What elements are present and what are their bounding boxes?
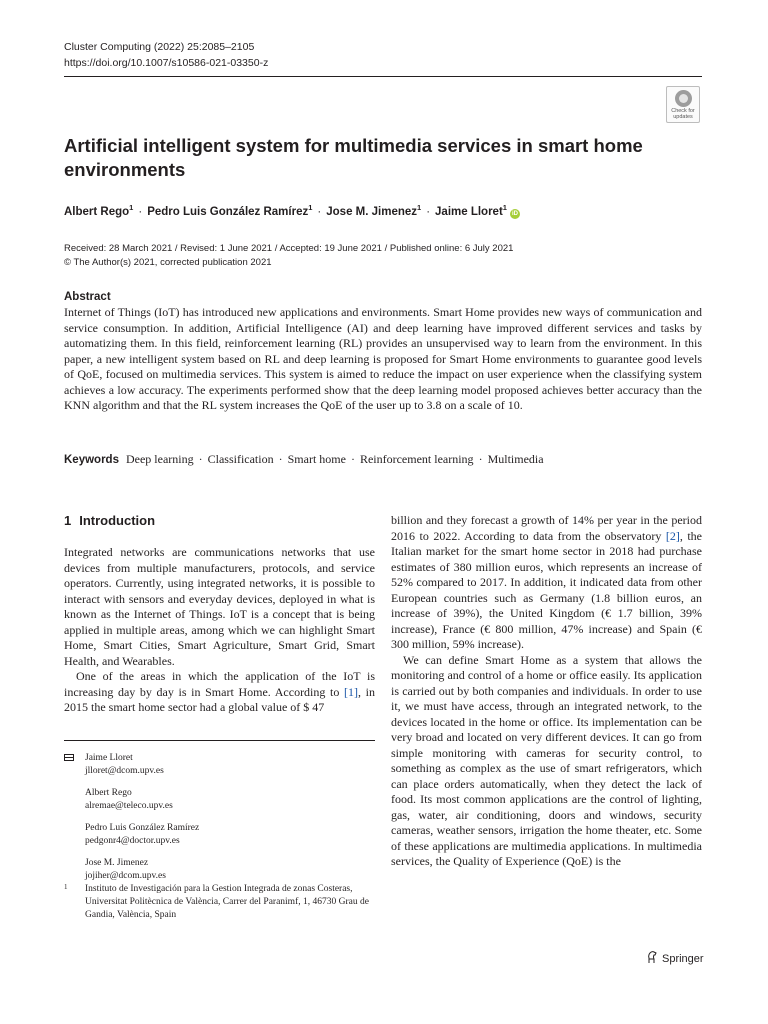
publication-dates [64, 242, 513, 269]
correspondence-block [64, 752, 199, 892]
article-title: Artificial intelligent system for multimedia services in smart home environments [64, 135, 643, 180]
paragraph-text: , in 2015 the smart home sector had a global value of $ 47 [64, 684, 375, 714]
keyword: Reinforcement learning [359, 452, 474, 466]
contact-entry [64, 822, 199, 847]
author-list [64, 203, 520, 219]
publisher-logo [646, 951, 704, 965]
envelope-icon [64, 754, 74, 761]
contact-email[interactable]: jlloret@dcom.upv.es [85, 765, 164, 776]
author-affiliation-mark: 1 [417, 203, 422, 212]
intro-paragraph-3 [391, 513, 702, 653]
author-name[interactable]: Pedro Luis González Ramírez [147, 205, 309, 218]
footnote-divider [64, 740, 375, 741]
section-number: 1 [64, 513, 72, 528]
badge-line-1: Check for [671, 108, 695, 114]
contact-entry [64, 752, 199, 777]
contact-name: Jaime Lloret [85, 753, 133, 763]
contact-name: Jose M. Jimenez [85, 858, 149, 868]
section-heading [64, 513, 155, 528]
contact-entry [64, 787, 199, 812]
contact-name: Pedro Luis González Ramírez [85, 823, 200, 833]
author-separator: · [317, 205, 322, 218]
intro-paragraph-4: We can define Smart Home as a system that allows the monitoring and control of a home or office easily. Its application is carried out by both companies and individuals. In order to use it, we must have access, through an integrated network, to the devices located in the home or office. Its implementation can be very broad and located on very different devices. It can go from simple monitoring with cameras for security control, to something as complex as the use of smart refrigerators, which can place orders automatically, when they detect the lack of food. Its most common applications are the control of lighting, gas, water, air conditioning, doors and windows, security cameras, weather sensors, irrigation the home theater, etc. Some of these applications are multimedia applications. In multimedia services, the Quality of Experience (QoE) is the [391, 652, 702, 868]
author-affiliation-mark: 1 [502, 203, 507, 212]
paragraph-text: , the Italian market for the smart home sector in 2018 had purchase estimates of 380 million euros, which represents an increase of 52% compared to 2017. In addition, it indicated data from other European countries such as Germany (1.8 billion euros, an increase of 39%), the United Kingdom (€ 1.7 billion, 39% increase), France (€ 800 million, 47% increase) and Spain (€ 300 million, 59% increase). [391, 528, 702, 651]
keyword-separator: · [198, 452, 203, 466]
citation-link[interactable]: [2] [665, 528, 680, 543]
orcid-icon[interactable]: iD [511, 210, 518, 217]
keyword-separator: · [478, 452, 483, 466]
journal-citation: Cluster Computing (2022) 25:2085–2105 [64, 41, 255, 53]
history-dates: Received: 28 March 2021 / Revised: 1 June 2021 / Accepted: 19 June 2021 / Published online: 6 July 2021 [64, 243, 514, 254]
journal-header [64, 40, 268, 71]
abstract-text: Internet of Things (IoT) has introduced new applications and environments. Smart Home provides new ways of communication and service consumption. In addition, Artificial Intelligence (AI) and deep learning have improved different services and tasks by automatizing them. In this field, reinforcement learning (RL) provides an unsupervised way to learn from the environment. In this paper, a new intelligent system based on RL and deep learning is proposed for Smart Home environments to guarantee good levels of QoE, focused on multimedia services. This system is aimed to reduce the impact on user experience when the classifying system achieves a low accuracy. The experiments performed show that the deep learning model proposed achieves better accuracy than the KNN algorithm and that the RL system increases the QoE of the user up to 3.8 on a scale of 10. [64, 305, 702, 412]
check-for-updates-icon [675, 90, 692, 107]
author-name[interactable]: Albert Rego [64, 205, 130, 218]
keywords-line [64, 452, 544, 467]
paragraph-text: billion and they forecast a growth of 14% per year in the period 2016 to 2022. According to data from the observatory [391, 513, 702, 543]
contact-email[interactable]: pedgonr4@doctor.upv.es [85, 835, 180, 846]
contact-email[interactable]: jojiher@dcom.upv.es [85, 870, 166, 881]
affiliation-footnote [64, 883, 375, 922]
contact-name: Albert Rego [85, 788, 132, 798]
keyword: Multimedia [487, 452, 544, 466]
author-name[interactable]: Jose M. Jimenez [326, 205, 418, 218]
springer-horse-icon [646, 951, 658, 964]
affiliation-text: Instituto de Investigación para la Gestion Integrada de zonas Costeras, Universitat Politècnica de València, Carrer del Paranimf, 1, 46730 Grau de Gandia, València, Spain [85, 884, 369, 920]
abstract-heading: Abstract [64, 291, 111, 303]
keyword: Deep learning [125, 452, 194, 466]
keyword: Smart home [287, 452, 346, 466]
left-column [64, 545, 375, 716]
intro-paragraph-2 [64, 669, 375, 716]
doi-link[interactable]: https://doi.org/10.1007/s10586-021-03350-z [64, 56, 269, 69]
author-affiliation-mark: 1 [129, 203, 134, 212]
right-column [391, 513, 702, 870]
intro-paragraph-1: Integrated networks are communications networks that use devices from multiple manufacturers, protocols, and service operators. Currently, using integrated networks, it is possible to interact with sensors and everyday devices, deployed in what is known as the Internet of Things. IoT is a concept that is being applied in multiple areas, among which we can highlight Smart Home, Smart Cities, Smart Agriculture, Smart Grid, Smart Health, and Wearables. [64, 545, 375, 668]
citation-link[interactable]: [1] [344, 684, 359, 699]
author-name[interactable]: Jaime Lloret [435, 205, 503, 218]
keyword: Classification [207, 452, 274, 466]
author-affiliation-mark: 1 [308, 203, 313, 212]
check-for-updates-badge[interactable] [666, 86, 700, 123]
contact-email[interactable]: alremae@teleco.upv.es [85, 800, 173, 811]
keyword-separator: · [278, 452, 283, 466]
author-separator: · [426, 205, 431, 218]
badge-line-2: updates [673, 114, 693, 120]
publisher-name: Springer [662, 953, 704, 965]
contact-entry [64, 857, 199, 882]
keywords-label: Keywords [64, 454, 119, 466]
section-title: Introduction [79, 513, 156, 528]
affiliation-number: 1 [64, 883, 68, 891]
paragraph-text: One of the areas in which the application of the IoT is increasing day by day is in Smart Home. According to [64, 669, 375, 699]
header-divider [64, 76, 702, 77]
keyword-separator: · [350, 452, 355, 466]
author-separator: · [138, 205, 143, 218]
copyright-line: © The Author(s) 2021, corrected publication 2021 [64, 256, 272, 268]
